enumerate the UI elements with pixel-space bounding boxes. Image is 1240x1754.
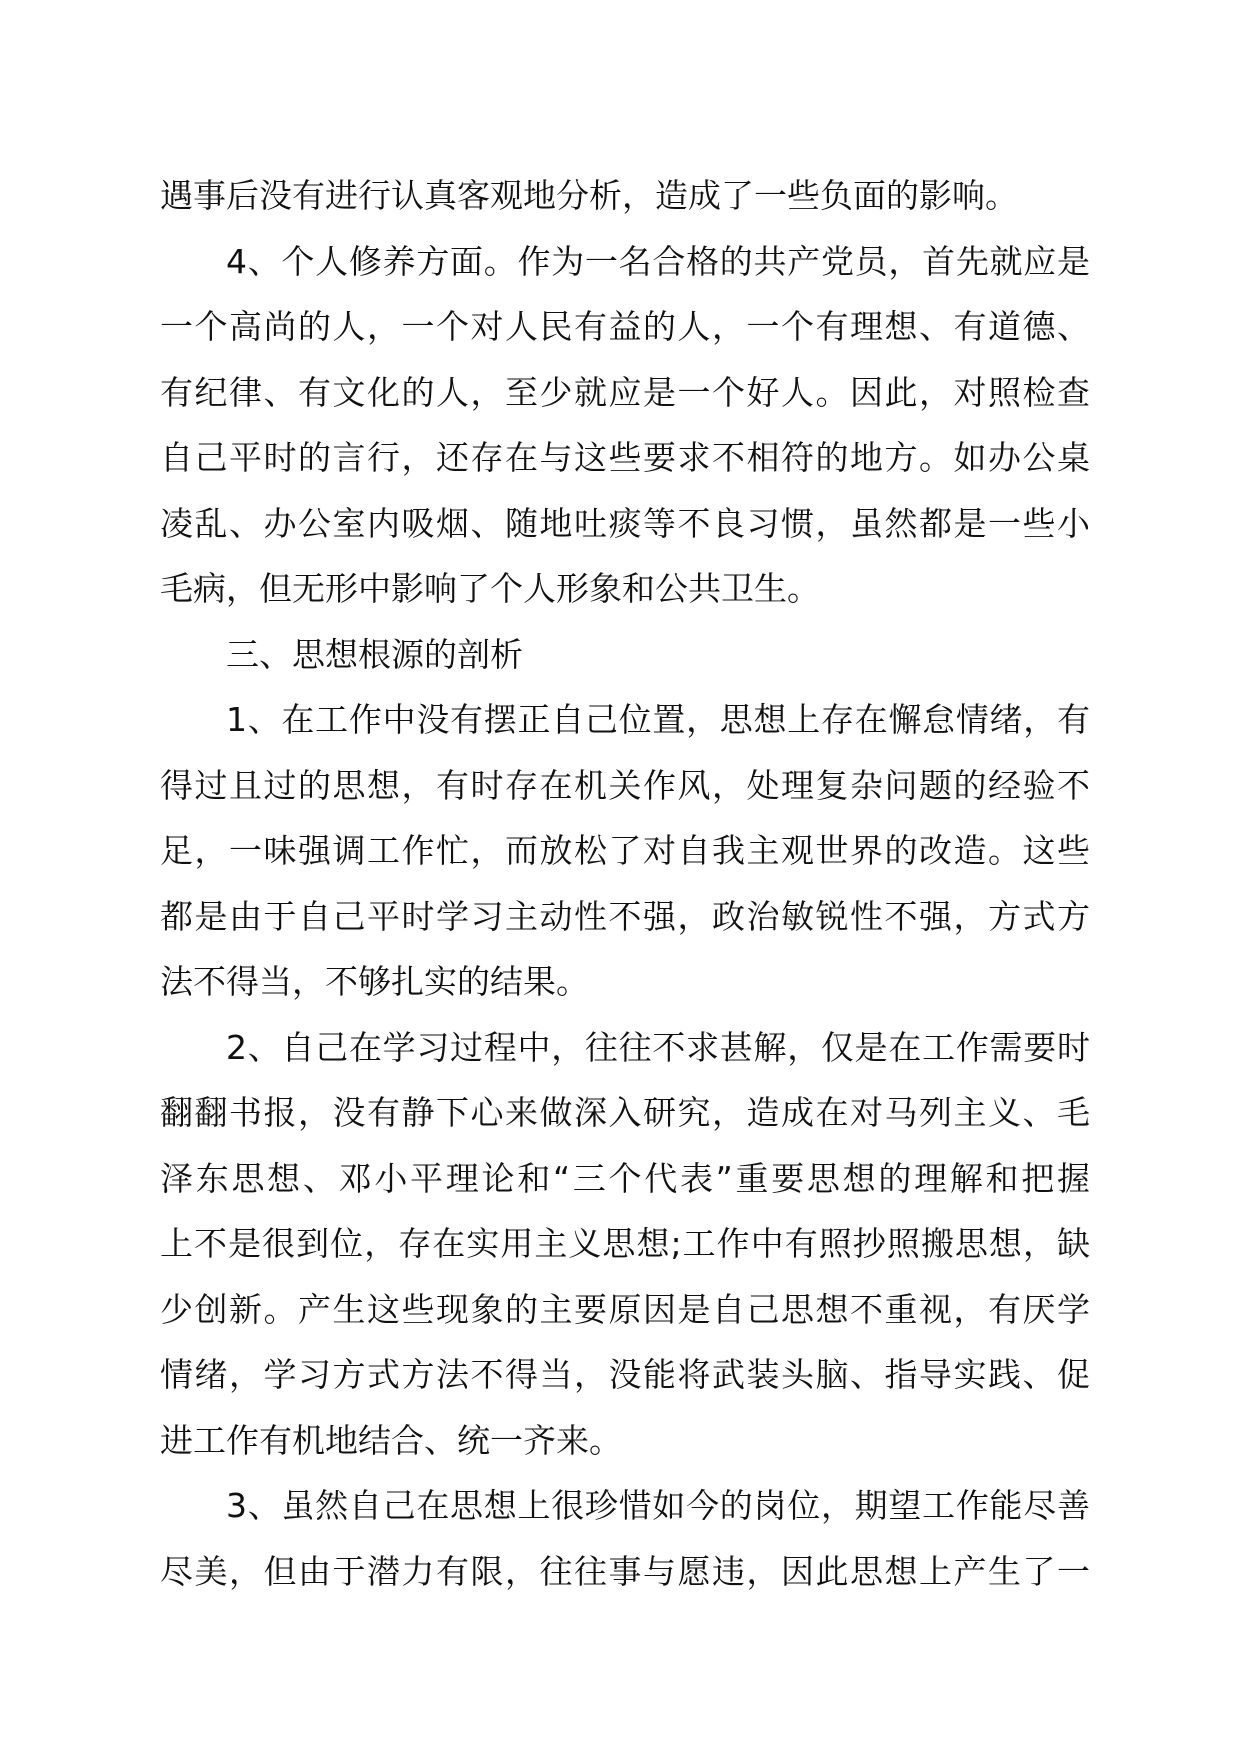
text-line: 泽东思想、邓小平理论和“三个代表”重要思想的理解和把握 [160, 1158, 1090, 1198]
text-line: 凌乱、办公室内吸烟、随地吐痰等不良习惯，虽然都是一些小 [160, 503, 1090, 543]
text-line: 4、个人修养方面。作为一名合格的共产党员，首先就应是 [226, 241, 1090, 281]
text-line: 一个高尚的人，一个对人民有益的人，一个有理想、有道德、 [160, 307, 1090, 346]
text-line: 翻翻书报，没有静下心来做深入研究，造成在对马列主义、毛 [160, 1093, 1090, 1132]
text-line: 3、虽然自己在思想上很珍惜如今的岗位，期望工作能尽善 [226, 1486, 1090, 1525]
text-line: 都是由于自己平时学习主动性不强，政治敏锐性不强，方式方 [160, 896, 1090, 936]
text-line: 有纪律、有文化的人，至少就应是一个好人。因此，对照检查 [160, 372, 1090, 412]
text-line: 1、在工作中没有摆正自己位置，思想上存在懈怠情绪，有 [226, 700, 1090, 739]
text-line: 足，一味强调工作忙，而放松了对自我主观世界的改造。这些 [160, 831, 1090, 870]
text-line: 毛病，但无形中影响了个人形象和公共卫生。 [160, 569, 820, 608]
text-line: 三、思想根源的剖析 [226, 634, 523, 674]
text-line: 2、自己在学习过程中，往往不求甚解，仅是在工作需要时 [226, 1027, 1090, 1067]
text-line: 法不得当，不够扎实的结果。 [160, 962, 589, 1001]
text-line: 得过且过的思想，有时存在机关作风，处理复杂问题的经验不 [160, 765, 1090, 805]
text-line: 上不是很到位，存在实用主义思想;工作中有照抄照搬思想，缺 [160, 1224, 1090, 1263]
text-line: 情绪，学习方式方法不得当，没能将武装头脑、指导实践、促 [160, 1355, 1090, 1394]
body-text [160, 163, 1090, 1604]
text-line: 进工作有机地结合、统一齐来。 [160, 1420, 622, 1460]
text-line: 少创新。产生这些现象的主要原因是自己思想不重视，有厌学 [160, 1289, 1090, 1329]
text-line: 尽美，但由于潜力有限，往往事与愿违，因此思想上产生了一 [160, 1551, 1090, 1591]
text-line: 自己平时的言行，还存在与这些要求不相符的地方。如办公桌 [160, 438, 1090, 477]
text-line: 遇事后没有进行认真客观地分析，造成了一些负面的影响。 [160, 176, 1018, 215]
